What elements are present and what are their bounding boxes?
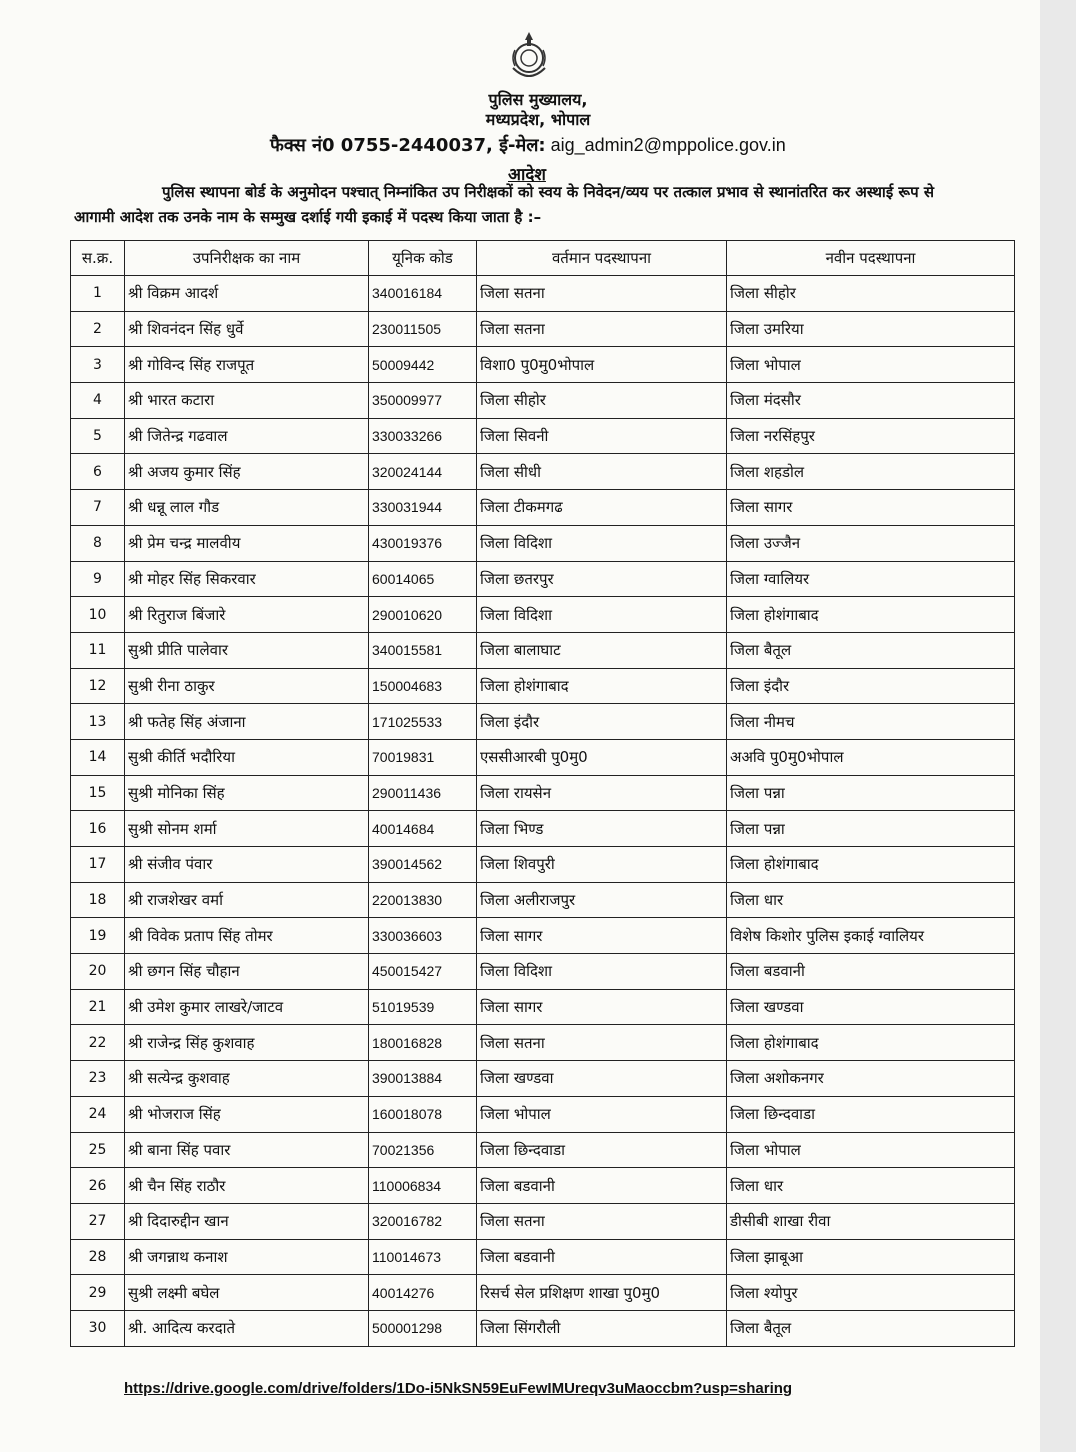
cell-serial: 2: [71, 311, 125, 347]
cell-serial: 14: [71, 739, 125, 775]
cell-new-posting: जिला ग्वालियर: [727, 561, 1015, 597]
cell-code: 290010620: [369, 597, 477, 633]
table-row: [71, 1275, 1015, 1311]
table-row: [71, 954, 1015, 990]
table-row: [71, 597, 1015, 633]
cell-name: श्री बाना सिंह पवार: [125, 1132, 369, 1168]
cell-name: सुश्री कीर्ति भदौरिया: [125, 739, 369, 775]
cell-code: 330033266: [369, 418, 477, 454]
cell-name: श्री उमेश कुमार लाखरे/जाटव: [125, 989, 369, 1025]
cell-serial: 19: [71, 918, 125, 954]
cell-serial: 5: [71, 418, 125, 454]
cell-name: श्री प्रेम चन्द्र मालवीय: [125, 525, 369, 561]
cell-new-posting: जिला झाबूआ: [727, 1239, 1015, 1275]
cell-serial: 15: [71, 775, 125, 811]
cell-serial: 16: [71, 811, 125, 847]
cell-name: श्री गोविन्द सिंह राजपूत: [125, 347, 369, 383]
table-row: [71, 775, 1015, 811]
table-row: [71, 918, 1015, 954]
cell-serial: 3: [71, 347, 125, 383]
cell-current-posting: जिला सिंगरौली: [477, 1310, 727, 1346]
cell-name: श्री राजशेखर वर्मा: [125, 882, 369, 918]
table-row: [71, 561, 1015, 597]
cell-code: 340015581: [369, 632, 477, 668]
cell-code: 110006834: [369, 1168, 477, 1204]
cell-serial: 17: [71, 847, 125, 883]
cell-new-posting: जिला खण्डवा: [727, 989, 1015, 1025]
cell-new-posting: जिला बैतूल: [727, 632, 1015, 668]
cell-code: 171025533: [369, 704, 477, 740]
cell-code: 390014562: [369, 847, 477, 883]
cell-name: श्री विवेक प्रताप सिंह तोमर: [125, 918, 369, 954]
cell-serial: 10: [71, 597, 125, 633]
cell-serial: 12: [71, 668, 125, 704]
cell-code: 220013830: [369, 882, 477, 918]
cell-code: 150004683: [369, 668, 477, 704]
cell-current-posting: जिला सतना: [477, 1203, 727, 1239]
order-paragraph: पुलिस स्थापना बोर्ड के अनुमोदन पश्चात् निम्नांकित उप निरीक्षकों को स्वय के निवेदन/व्यय पर तत्काल प्रभाव से स्थानांतरित कर अस्थाई रूप से आगामी आदेश तक उनके नाम के सम्मुख दर्शाई गयी इकाई में पदस्थ किया जाता है :–: [74, 183, 934, 226]
cell-serial: 1: [71, 276, 125, 312]
cell-code: 500001298: [369, 1310, 477, 1346]
table-row: [71, 704, 1015, 740]
cell-serial: 20: [71, 954, 125, 990]
cell-current-posting: जिला बालाघाट: [477, 632, 727, 668]
table-row: [71, 1061, 1015, 1097]
cell-current-posting: जिला सागर: [477, 989, 727, 1025]
cell-serial: 6: [71, 454, 125, 490]
cell-new-posting: जिला धार: [727, 882, 1015, 918]
cell-new-posting: जिला पन्ना: [727, 775, 1015, 811]
cell-code: 180016828: [369, 1025, 477, 1061]
cell-serial: 13: [71, 704, 125, 740]
cell-serial: 18: [71, 882, 125, 918]
cell-code: 330036603: [369, 918, 477, 954]
col-header-new: नवीन पदस्थापना: [727, 241, 1015, 276]
cell-new-posting: जिला अशोकनगर: [727, 1061, 1015, 1097]
cell-name: श्री जितेन्द्र गढवाल: [125, 418, 369, 454]
cell-name: श्री धन्नू लाल गौड: [125, 490, 369, 526]
cell-code: 110014673: [369, 1239, 477, 1275]
cell-new-posting: जिला बडवानी: [727, 954, 1015, 990]
cell-new-posting: जिला छिन्दवाडा: [727, 1096, 1015, 1132]
cell-name: श्री अजय कुमार सिंह: [125, 454, 369, 490]
cell-code: 450015427: [369, 954, 477, 990]
cell-new-posting: जिला नीमच: [727, 704, 1015, 740]
col-header-serial: स.क्र.: [71, 241, 125, 276]
cell-code: 330031944: [369, 490, 477, 526]
cell-name: श्री दिदारुद्दीन खान: [125, 1203, 369, 1239]
cell-current-posting: जिला रायसेन: [477, 775, 727, 811]
cell-current-posting: जिला सीधी: [477, 454, 727, 490]
police-emblem-icon: [505, 30, 553, 86]
cell-serial: 21: [71, 989, 125, 1025]
table-row: [71, 632, 1015, 668]
cell-current-posting: जिला सागर: [477, 918, 727, 954]
cell-current-posting: जिला सतना: [477, 1025, 727, 1061]
table-row: [71, 989, 1015, 1025]
cell-new-posting: जिला मंदसौर: [727, 383, 1015, 419]
cell-current-posting: जिला टीकमगढ: [477, 490, 727, 526]
cell-name: श्री रितुराज बिंजारे: [125, 597, 369, 633]
cell-name: सुश्री लक्ष्मी बघेल: [125, 1275, 369, 1311]
cell-new-posting: जिला होशंगाबाद: [727, 1025, 1015, 1061]
table-row: [71, 383, 1015, 419]
cell-code: 390013884: [369, 1061, 477, 1097]
cell-current-posting: जिला विदिशा: [477, 525, 727, 561]
cell-name: श्री विक्रम आदर्श: [125, 276, 369, 312]
cell-serial: 29: [71, 1275, 125, 1311]
cell-name: श्री संजीव पंवार: [125, 847, 369, 883]
cell-new-posting: जिला शहडोल: [727, 454, 1015, 490]
cell-code: 230011505: [369, 311, 477, 347]
table-row: [71, 1096, 1015, 1132]
cell-current-posting: जिला खण्डवा: [477, 1061, 727, 1097]
cell-new-posting: जिला उमरिया: [727, 311, 1015, 347]
cell-new-posting: जिला श्योपुर: [727, 1275, 1015, 1311]
cell-new-posting: जिला धार: [727, 1168, 1015, 1204]
email-address: aig_admin2@mppolice.gov.in: [545, 135, 786, 155]
cell-new-posting: जिला इंदौर: [727, 668, 1015, 704]
cell-name: सुश्री रीना ठाकुर: [125, 668, 369, 704]
cell-name: श्री फतेह सिंह अंजाना: [125, 704, 369, 740]
cell-current-posting: जिला इंदौर: [477, 704, 727, 740]
table-row: [71, 1203, 1015, 1239]
cell-current-posting: जिला छतरपुर: [477, 561, 727, 597]
cell-name: श्री शिवनंदन सिंह धुर्वे: [125, 311, 369, 347]
table-header-row: [71, 241, 1015, 276]
cell-serial: 23: [71, 1061, 125, 1097]
table-row: [71, 1025, 1015, 1061]
cell-serial: 27: [71, 1203, 125, 1239]
cell-current-posting: जिला छिन्दवाडा: [477, 1132, 727, 1168]
cell-current-posting: जिला विदिशा: [477, 597, 727, 633]
col-header-current: वर्तमान पदस्थापना: [477, 241, 727, 276]
table-row: [71, 276, 1015, 312]
cell-code: 160018078: [369, 1096, 477, 1132]
cell-name: श्री चैन सिंह राठौर: [125, 1168, 369, 1204]
cell-current-posting: जिला शिवपुरी: [477, 847, 727, 883]
cell-code: 40014684: [369, 811, 477, 847]
cell-code: 320024144: [369, 454, 477, 490]
cell-serial: 28: [71, 1239, 125, 1275]
cell-new-posting: जिला भोपाल: [727, 347, 1015, 383]
table-row: [71, 847, 1015, 883]
cell-new-posting: विशेष किशोर पुलिस इकाई ग्वालियर: [727, 918, 1015, 954]
cell-current-posting: जिला सिवनी: [477, 418, 727, 454]
cell-name: सुश्री सोनम शर्मा: [125, 811, 369, 847]
cell-serial: 25: [71, 1132, 125, 1168]
cell-current-posting: जिला विदिशा: [477, 954, 727, 990]
cell-code: 290011436: [369, 775, 477, 811]
table-row: [71, 347, 1015, 383]
cell-serial: 7: [71, 490, 125, 526]
table-row: [71, 1168, 1015, 1204]
table-row: [71, 1310, 1015, 1346]
cell-name: श्री भारत कटारा: [125, 383, 369, 419]
order-title: आदेश: [508, 165, 546, 185]
cell-name: श्री राजेन्द्र सिंह कुशवाह: [125, 1025, 369, 1061]
table-row: [71, 454, 1015, 490]
cell-name: श्री जगन्नाथ कनाश: [125, 1239, 369, 1275]
cell-current-posting: जिला सीहोर: [477, 383, 727, 419]
table-row: [71, 1239, 1015, 1275]
cell-new-posting: जिला सीहोर: [727, 276, 1015, 312]
cell-current-posting: जिला अलीराजपुर: [477, 882, 727, 918]
cell-code: 51019539: [369, 989, 477, 1025]
cell-new-posting: जिला नरसिंहपुर: [727, 418, 1015, 454]
col-header-code: यूनिक कोड: [369, 241, 477, 276]
table-row: [71, 525, 1015, 561]
cell-current-posting: एससीआरबी पु0मु0: [477, 739, 727, 775]
cell-current-posting: रिसर्च सेल प्रशिक्षण शाखा पु0मु0: [477, 1275, 727, 1311]
cell-new-posting: जिला होशंगाबाद: [727, 847, 1015, 883]
table-body: [71, 276, 1015, 1347]
cell-serial: 8: [71, 525, 125, 561]
cell-code: 350009977: [369, 383, 477, 419]
table-row: [71, 882, 1015, 918]
cell-name: सुश्री मोनिका सिंह: [125, 775, 369, 811]
cell-code: 60014065: [369, 561, 477, 597]
cell-code: 70021356: [369, 1132, 477, 1168]
table-row: [71, 668, 1015, 704]
cell-code: 50009442: [369, 347, 477, 383]
cell-serial: 4: [71, 383, 125, 419]
cell-current-posting: जिला बडवानी: [477, 1239, 727, 1275]
table-row: [71, 418, 1015, 454]
cell-code: 70019831: [369, 739, 477, 775]
cell-new-posting: जिला उज्जैन: [727, 525, 1015, 561]
office-name: पुलिस मुख्यालय,: [488, 90, 588, 109]
cell-serial: 26: [71, 1168, 125, 1204]
cell-new-posting: जिला पन्ना: [727, 811, 1015, 847]
cell-new-posting: जिला भोपाल: [727, 1132, 1015, 1168]
contact-line: [270, 133, 830, 157]
cell-current-posting: जिला होशंगाबाद: [477, 668, 727, 704]
office-location: मध्यप्रदेश, भोपाल: [485, 110, 591, 129]
table-row: [71, 311, 1015, 347]
cell-code: 430019376: [369, 525, 477, 561]
cell-name: श्री छगन सिंह चौहान: [125, 954, 369, 990]
cell-current-posting: जिला सतना: [477, 276, 727, 312]
cell-new-posting: जिला होशंगाबाद: [727, 597, 1015, 633]
cell-current-posting: जिला भिण्ड: [477, 811, 727, 847]
cell-name: श्री. आदित्य करदाते: [125, 1310, 369, 1346]
cell-code: 40014276: [369, 1275, 477, 1311]
table-row: [71, 490, 1015, 526]
cell-name: श्री मोहर सिंह सिकरवार: [125, 561, 369, 597]
drive-link[interactable]: https://drive.google.com/drive/folders/1Do-i5NkSN59EuFewIMUreqv3uMaoccbm?usp=sharing: [124, 1380, 793, 1397]
cell-new-posting: अअवि पु0मु0भोपाल: [727, 739, 1015, 775]
cell-serial: 24: [71, 1096, 125, 1132]
cell-current-posting: जिला सतना: [477, 311, 727, 347]
cell-code: 320016782: [369, 1203, 477, 1239]
cell-code: 340016184: [369, 276, 477, 312]
cell-new-posting: डीसीबी शाखा रीवा: [727, 1203, 1015, 1239]
table-row: [71, 1132, 1015, 1168]
col-header-name: उपनिरीक्षक का नाम: [125, 241, 369, 276]
cell-name: श्री भोजराज सिंह: [125, 1096, 369, 1132]
cell-current-posting: जिला भोपाल: [477, 1096, 727, 1132]
cell-current-posting: जिला बडवानी: [477, 1168, 727, 1204]
transfer-table: [70, 240, 1015, 1347]
fax-label: फैक्स नं0 0755-2440037, ई-मेल:: [270, 135, 546, 156]
cell-serial: 30: [71, 1310, 125, 1346]
table-row: [71, 811, 1015, 847]
cell-serial: 11: [71, 632, 125, 668]
table-row: [71, 739, 1015, 775]
cell-serial: 9: [71, 561, 125, 597]
cell-new-posting: जिला बैतूल: [727, 1310, 1015, 1346]
cell-current-posting: विशा0 पु0मु0भोपाल: [477, 347, 727, 383]
cell-name: श्री सत्येन्द्र कुशवाह: [125, 1061, 369, 1097]
cell-name: सुश्री प्रीति पालेवार: [125, 632, 369, 668]
cell-new-posting: जिला सागर: [727, 490, 1015, 526]
cell-serial: 22: [71, 1025, 125, 1061]
